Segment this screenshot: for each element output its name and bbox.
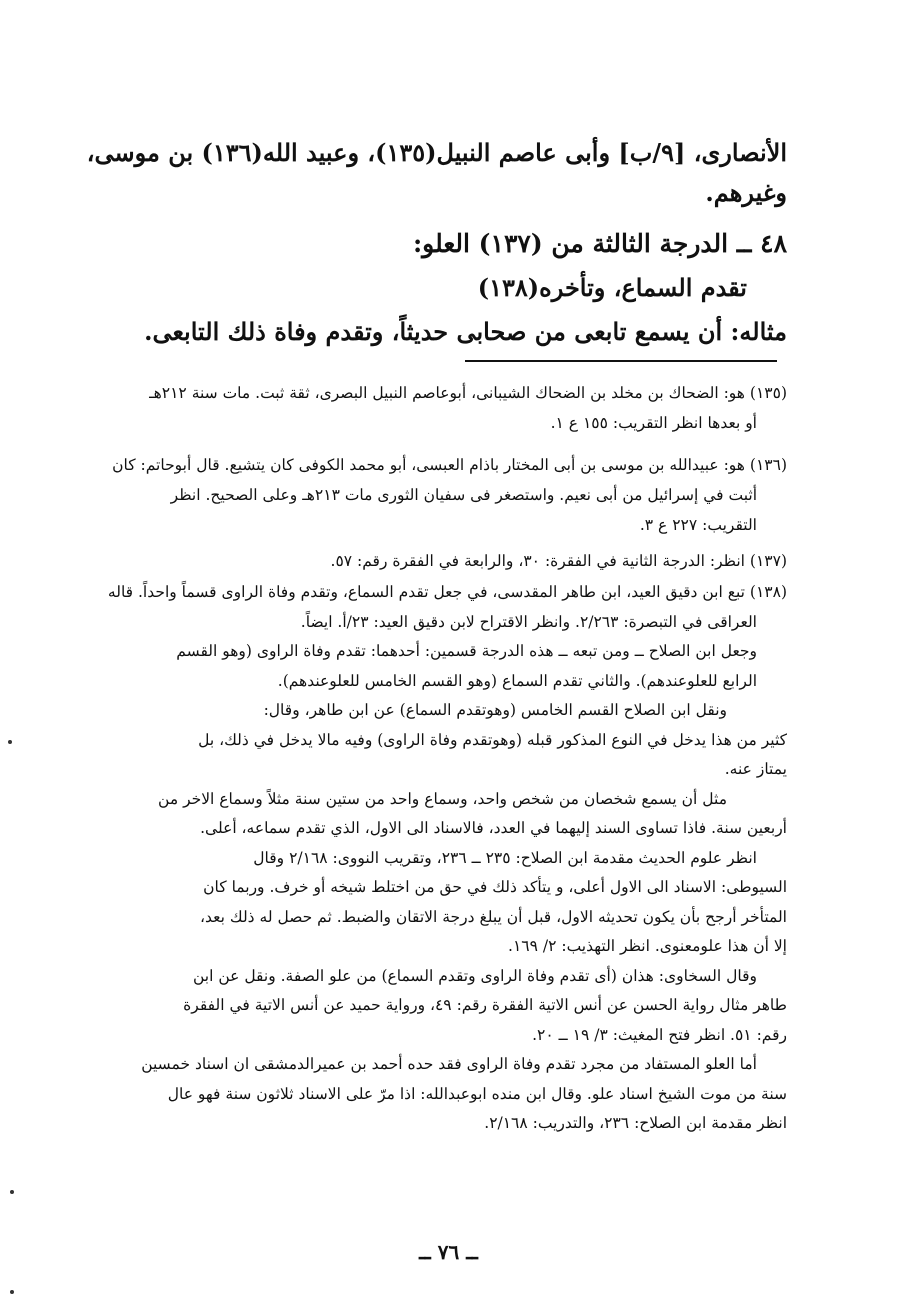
section-heading: ٤٨ ــ الدرجة الثالثة من (١٣٧) العلو: — [412, 229, 787, 258]
footnote-138-line-2: العراقى في التبصرة: ٢/٢٦٣. وانظر الاقتراح لابن دقيق العيد: ٢٣/أ. ايضاً. — [300, 612, 757, 631]
footnote-138-line-7: يمتاز عنه. — [724, 760, 787, 778]
footnote-135-line-2: أو بعدها انظر التقريب: ١٥٥ ع ١. — [550, 414, 757, 432]
footnote-138-line-17: أما العلو المستفاد من مجرد تقدم وفاة الراوى فقد حده أحمد بن عميرالدمشقى ان اسناد خمسين — [141, 1055, 757, 1073]
footnote-138-line-8: مثل أن يسمع شخصان من شخص واحد، وسماع واحد من ستين سنة مثلاً وسماع الاخر من — [158, 789, 727, 808]
footnote-138-line-5: ونقل ابن الصلاح القسم الخامس (وهوتقدم السماع) عن ابن طاهر، وقال: — [263, 701, 727, 719]
scan-mark-left-bottom — [10, 1190, 14, 1194]
scan-mark-left — [8, 740, 12, 744]
footnote-138-line-19: انظر مقدمة ابن الصلاح: ٢٣٦، والتدريب: ٢/١٦٨. — [484, 1114, 787, 1132]
footnote-136-line-1: (١٣٦) هو: عبيدالله بن موسى بن أبى المختار باذام العبسى، أبو محمد الكوفى كان يتشيع. قال أبوحاتم: كان — [112, 456, 787, 474]
footnote-138-line-3: وجعل ابن الصلاح ــ ومن تبعه ــ هذه الدرجة قسمين: أحدهما: تقدم وفاة الراوى (وهو القسم — [176, 642, 757, 660]
main-line-1: الأنصارى، [٩/ب] وأبى عاصم النبيل(١٣٥)، وعبيد الله(١٣٦) بن موسى، — [86, 138, 787, 167]
footnote-138-line-15: طاهر مثال رواية الحسن عن أنس الاتية الفقرة رقم: ٤٩، ورواية حميد عن أنس الاتية في الفقرة — [183, 996, 787, 1014]
footnote-138-line-9: أربعين سنة. فاذا تساوى السند إليهما في العدد، فالاسناد الى الاول، الذي تقدم سماعه، أعلى. — [200, 819, 787, 837]
footnote-138-line-4: الرابع للعلوعندهم). والثاني تقدم السماع (وهو القسم الخامس للعلوعندهم). — [277, 671, 757, 690]
footnote-138-line-13: إلا أن هذا علومعنوى. انظر التهذيب: ٢/ ١٦٩. — [508, 937, 787, 955]
footnote-136-line-3: التقريب: ٢٢٧ ع ٣. — [639, 516, 757, 534]
footnote-135 — [97, 378, 787, 438]
footnote-138-line-12: المتأخر أرجح بأن يكون تحديثه الاول، قبل أن يبلغ درجة الاتقان والضبط. ثم حصل له ذلك بعد، — [200, 907, 787, 926]
footnote-135-line-1: (١٣٥) هو: الضحاك بن مخلد بن الضحاك الشيبانى، أبوعاصم النبيل البصرى، ثقة ثبت. مات سنة ٢١٢هـ — [149, 384, 787, 402]
footnote-138-line-6: كثير من هذا يدخل في النوع المذكور قبله (وهوتقدم وفاة الراوى) وفيه مالا يدخل في ذلك، بل — [198, 730, 787, 749]
footnote-136-line-2: أثبت في إسرائيل من أبى نعيم. واستصغر فى سفيان الثورى مات ٢١٣هـ وعلى الصحيح. انظر — [170, 486, 757, 504]
footnote-137-line-1: (١٣٧) انظر: الدرجة الثانية في الفقرة: ٣٠، والرابعة في الفقرة رقم: ٥٧. — [330, 552, 787, 570]
page-number: ــ ٧٦ ــ — [419, 1240, 478, 1264]
footnote-137 — [97, 546, 787, 576]
footnote-138 — [97, 578, 787, 1139]
footnote-138-line-1: (١٣٨) تبع ابن دقيق العيد، ابن طاهر المقدسى، في جعل تقدم السماع، وتقدم وفاة الراوى قسماً واحداً. قاله — [107, 583, 787, 601]
main-line-4: مثاله: أن يسمع تابعى من صحابى حديثاً، وتقدم وفاة ذلك التابعى. — [144, 317, 787, 346]
footnote-138-line-14: وقال السخاوى: هذان (أى تقدم وفاة الراوى وتقدم السماع) من علو الصفة. ونقل عن ابن — [193, 966, 757, 985]
main-line-3: تقدم السماع، وتأخره(١٣٨) — [477, 273, 747, 302]
footnote-138-line-18: سنة من موت الشيخ اسناد علو. وقال ابن منده ابوعبدالله: اذا مرّ على الاسناد ثلاثون سنة فهو عال — [167, 1084, 787, 1103]
footnote-138-line-10: انظر علوم الحديث مقدمة ابن الصلاح: ٢٣٥ ــ ٢٣٦، وتقريب النووى: ٢/١٦٨ وقال — [253, 848, 757, 867]
footnote-separator — [465, 360, 777, 362]
scan-mark-left-lower — [10, 1290, 14, 1294]
footnote-138-line-16: رقم: ٥١. انظر فتح المغيث: ٣/ ١٩ ــ ٢٠. — [532, 1025, 787, 1044]
footnote-136 — [97, 450, 787, 540]
main-line-2: وغيرهم. — [705, 178, 787, 207]
footnote-138-line-11: السيوطى: الاسناد الى الاول أعلى، و يتأكد ذلك في حق من اختلط شيخه أو خرف. وربما كان — [203, 878, 787, 896]
